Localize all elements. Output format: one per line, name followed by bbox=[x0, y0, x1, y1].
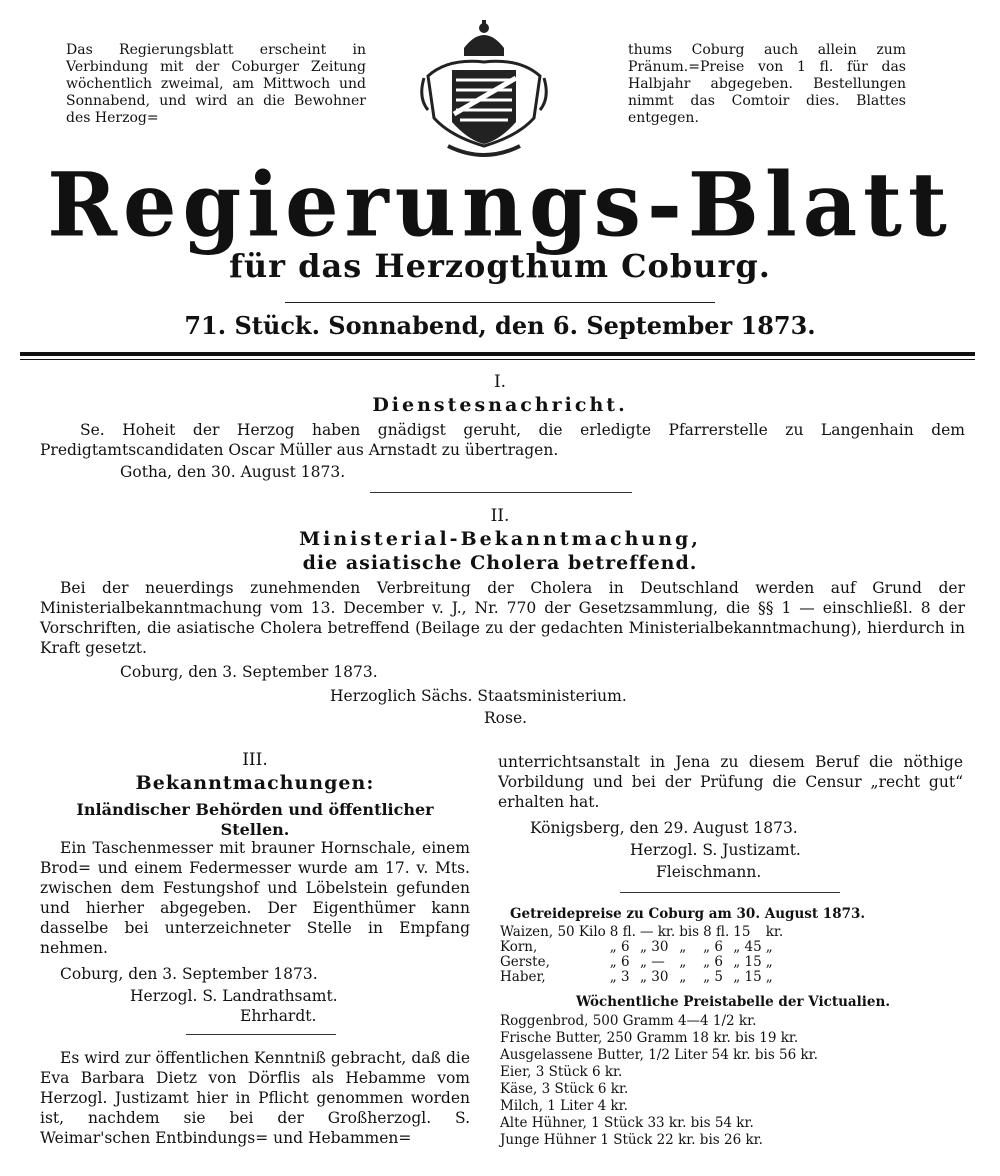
list-item: Junge Hühner 1 Stück 22 kr. bis 26 kr. bbox=[500, 1132, 763, 1148]
price-cell: „ bbox=[679, 969, 687, 985]
price-cell: „ 15 bbox=[733, 954, 762, 970]
grain-name: Waizen, 50 Kilo bbox=[500, 924, 606, 940]
dateline: Gotha, den 30. August 1873. bbox=[120, 463, 346, 481]
authority: Herzogl. S. Justizamt. bbox=[630, 841, 801, 859]
notice-body: Ein Taschenmesser mit brauner Hornschale, einem Brod= und einem Federmesser wurde am 17. v. Mts. zwischen dem Festungshof und Löbelstein gefunden und hierher abgegeben. Der Eigenthümer kann dasselbe bei unterzeichneter Stelle in Empfang nehmen. bbox=[40, 839, 470, 957]
price-cell: „ 6 bbox=[703, 939, 723, 955]
price-cell: 8 fl. bbox=[609, 924, 636, 940]
divider bbox=[370, 492, 632, 493]
price-cell: „ 3 bbox=[609, 969, 630, 985]
price-cell: bis bbox=[679, 924, 700, 940]
grain-name: Haber, bbox=[500, 969, 546, 985]
coat-of-arms-icon bbox=[418, 18, 550, 166]
price-cell: „ 5 bbox=[703, 969, 723, 985]
list-item: Käse, 3 Stück 6 kr. bbox=[500, 1081, 629, 1097]
notice-body-continued: unterrichtsanstalt in Jena zu diesem Beruf die nöthige Vorbildung und bei der Prüfung die Censur „recht gut“ erhalten hat. bbox=[498, 753, 963, 811]
section-heading: Bekanntmachungen: bbox=[135, 772, 375, 794]
price-cell: „ 6 bbox=[703, 954, 723, 970]
masthead-title: Regierungs-Blatt bbox=[47, 152, 953, 257]
dateline: Coburg, den 3. September 1873. bbox=[120, 663, 378, 681]
victuals-list bbox=[500, 1013, 960, 1149]
victuals-heading: Wöchentliche Preistabelle der Victualien. bbox=[575, 994, 891, 1010]
price-cell: „ — bbox=[639, 954, 665, 970]
list-item: Alte Hühner, 1 Stück 33 kr. bis 54 kr. bbox=[500, 1115, 754, 1131]
section-body: Bei der neuerdings zunehmenden Verbreitung der Cholera in Deutschland werden auf Grund der Ministerialbekanntmachung vom 13. December v. J., Nr. 770 der Gesetzsammlung, die §§ 1 — einschließl. 8 der Vorschriften, die asiatische Cholera betreffend (Beilage zu der gedachten Ministerialbekanntmachung), hierdurch in Kraft gesetzt. bbox=[40, 579, 965, 657]
price-cell: „ bbox=[765, 954, 773, 970]
table-row bbox=[500, 955, 787, 970]
divider bbox=[20, 352, 975, 356]
grain-name: Gerste, bbox=[500, 954, 550, 970]
price-cell: „ bbox=[679, 939, 687, 955]
section-number: III. bbox=[242, 750, 268, 770]
price-cell: kr. bbox=[765, 924, 784, 940]
intro-left: Das Regierungsblatt erscheint in Verbindung mit der Coburger Zeitung wöchentlich zweimal, am Mittwoch und Sonnabend, und wird an die Bewohner des Herzog= bbox=[66, 42, 366, 126]
section-heading: Ministerial-Bekanntmachung, bbox=[299, 528, 701, 550]
price-cell: 8 fl. bbox=[703, 924, 730, 940]
intro-right: thums Coburg auch allein zum Pränum.=Preise von 1 fl. für das Halbjahr abgegeben. Bestellungen nimmt das Comtoir dies. Blattes entgegen. bbox=[628, 42, 906, 126]
dateline: Coburg, den 3. September 1873. bbox=[60, 965, 318, 983]
price-cell: „ 30 bbox=[639, 939, 669, 955]
grain-name: Korn, bbox=[500, 939, 538, 955]
price-cell: — kr. bbox=[639, 924, 676, 940]
price-cell: „ 45 bbox=[733, 939, 762, 955]
issue-line: 71. Stück. Sonnabend, den 6. September 1873. bbox=[184, 311, 816, 340]
price-cell: „ 6 bbox=[609, 939, 630, 955]
list-item: Milch, 1 Liter 4 kr. bbox=[500, 1098, 628, 1114]
section-body: Se. Hoheit der Herzog haben gnädigst geruht, die erledigte Pfarrerstelle zu Langenhain dem Predigtamtscandidaten Oscar Müller aus Arnstadt zu übertragen. bbox=[40, 421, 965, 459]
dateline: Königsberg, den 29. August 1873. bbox=[530, 819, 798, 837]
price-cell: „ bbox=[679, 954, 687, 970]
section-heading: Dienstesnachricht. bbox=[372, 394, 628, 416]
grain-prices-table bbox=[500, 925, 787, 985]
list-item: Roggenbrod, 500 Gramm 4—4 1/2 kr. bbox=[500, 1013, 757, 1029]
table-row bbox=[500, 970, 787, 985]
divider bbox=[186, 1034, 336, 1035]
signature: Rose. bbox=[484, 709, 528, 727]
price-cell: „ bbox=[765, 939, 773, 955]
section-subheading: die asiatische Cholera betreffend. bbox=[302, 552, 698, 574]
table-row bbox=[500, 925, 787, 940]
divider bbox=[620, 892, 840, 893]
authority: Herzoglich Sächs. Staatsministerium. bbox=[330, 687, 627, 705]
signature: Fleischmann. bbox=[656, 863, 762, 881]
list-item: Eier, 3 Stück 6 kr. bbox=[500, 1064, 623, 1080]
section-number: II. bbox=[490, 506, 510, 526]
price-cell: „ bbox=[765, 969, 773, 985]
price-cell: 15 bbox=[733, 924, 751, 940]
notice-body: Es wird zur öffentlichen Kenntniß gebracht, daß die Eva Barbara Dietz von Dörflis als Hebamme vom Herzogl. Justizamt hier in Pflicht genommen worden ist, nachdem sie bei der Großherzogl. S. Weimar'schen Entbindungs= und Hebammen= bbox=[40, 1049, 470, 1147]
signature: Ehrhardt. bbox=[240, 1007, 317, 1025]
table-row bbox=[500, 940, 787, 955]
divider bbox=[285, 302, 715, 303]
list-item: Frische Butter, 250 Gramm 18 kr. bis 19 kr. bbox=[500, 1030, 799, 1046]
authority: Herzogl. S. Landrathsamt. bbox=[130, 987, 338, 1005]
grain-prices-heading: Getreidepreise zu Coburg am 30. August 1873. bbox=[510, 906, 866, 922]
masthead-subtitle: für das Herzogthum Coburg. bbox=[229, 247, 771, 285]
divider bbox=[20, 359, 975, 360]
price-cell: „ 6 bbox=[609, 954, 630, 970]
price-cell: „ 30 bbox=[639, 969, 669, 985]
section-subheading: Inländischer Behörden und öffentlicher Stellen. bbox=[76, 800, 434, 839]
price-cell: „ 15 bbox=[733, 969, 762, 985]
section-number: I. bbox=[493, 372, 507, 392]
list-item: Ausgelassene Butter, 1/2 Liter 54 kr. bis 56 kr. bbox=[500, 1047, 818, 1063]
